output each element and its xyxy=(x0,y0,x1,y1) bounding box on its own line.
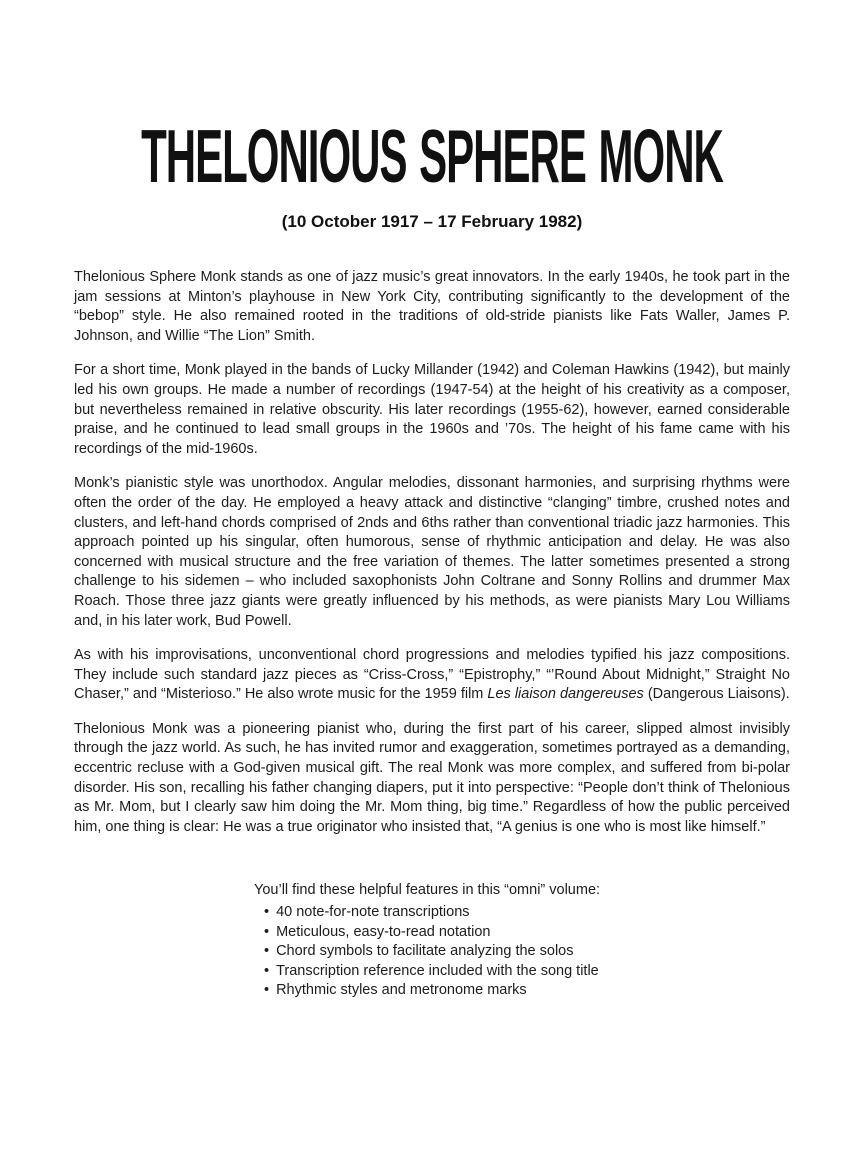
feature-text: Chord symbols to facilitate analyzing the solos xyxy=(276,943,574,960)
features-intro: You’ll find these helpful features in this “omni” volume: xyxy=(254,882,601,899)
paragraph-4-text-end: (Dangerous Liaisons). xyxy=(643,686,790,703)
body-paragraph-4 xyxy=(74,646,790,705)
film-title-italic: Les liaison dangereuses xyxy=(487,686,644,703)
feature-item-1 xyxy=(264,903,790,923)
feature-text: 40 note-for-note transcriptions xyxy=(276,904,470,921)
bullet-icon: • xyxy=(264,962,270,979)
bullet-icon: • xyxy=(264,982,270,999)
feature-text: Rhythmic styles and metronome marks xyxy=(276,982,527,999)
bullet-icon: • xyxy=(264,923,270,940)
biography-text xyxy=(74,268,790,837)
body-paragraph-2: For a short time, Monk played in the bands of Lucky Millander (1942) and Coleman Hawkins (1942), but mainly led his own groups. He made a number of recordings (1947-54) at the height of his creativity as a composer, but nevertheless remained in relative obscurity. His later recordings (1955-62), however, earned considerable praise, and he continued to lead small groups in the 1960s and ’70s. The height of his fame came with his recordings of the mid-1960s. xyxy=(74,362,790,457)
body-paragraph-1: Thelonious Sphere Monk stands as one of jazz music’s great innovators. In the early 1940s, he took part in the jam sessions at Minton’s playhouse in New York City, contributing significantly to the development of the “bebop” style. He also remained rooted in the traditions of old-stride pianists like Fats Waller, James P. Johnson, and Willie “The Lion” Smith. xyxy=(74,269,790,344)
feature-item-5 xyxy=(264,981,790,1001)
feature-item-4 xyxy=(264,962,790,982)
page-header xyxy=(74,116,790,232)
features-section xyxy=(254,881,790,1001)
page-subtitle: (10 October 1917 – 17 February 1982) xyxy=(281,212,583,231)
title-text: THELONIOUS SPHERE MONK xyxy=(141,114,723,198)
feature-text: Transcription reference included with the song title xyxy=(276,962,599,979)
paragraph-4-text: As with his improvisations, unconventional chord progressions and melodies typified his jazz compositions. They include such standard jazz pieces as “Criss-Cross,” “Epistrophy,” “’Round About Midnight,” Straight No Chaser,” and “Misterioso.” He also wrote music for the 1959 film xyxy=(74,647,790,703)
bullet-icon: • xyxy=(264,904,270,921)
feature-text: Meticulous, easy-to-read notation xyxy=(276,923,491,940)
bullet-icon: • xyxy=(264,943,270,960)
feature-item-3 xyxy=(264,942,790,962)
body-paragraph-5: Thelonious Monk was a pioneering pianist who, during the first part of his career, slipped almost invisibly through the jazz world. As such, he has invited rumor and exaggeration, sometimes portrayed as a demanding, eccentric recluse with a God-given musical gift. The real Monk was more complex, and suffered from bi-polar disorder. His son, recalling his father changing diapers, put it into perspective: “People don’t think of Thelonious as Mr. Mom, but I clearly saw him doing the Mr. Mom thing, big time.” Regardless of how the public perceived him, one thing is clear: He was a true originator who insisted that, “A genius is one who is most like himself.” xyxy=(74,720,790,835)
body-paragraph-3: Monk’s pianistic style was unorthodox. Angular melodies, dissonant harmonies, and surprising rhythms were often the order of the day. He employed a heavy attack and distinctive “clanging” timbre, crushed notes and clusters, and left-hand chords comprised of 2nds and 6ths rather than conventional triadic jazz harmonies. This approach pointed up his singular, often humorous, sense of rhythmic anticipation and delay. He was also concerned with musical structure and the free variation of themes. The latter sometimes presented a strong challenge to his sidemen – who included saxophonists John Coltrane and Sonny Rollins and drummer Max Roach. Those three jazz giants were greatly influenced by his methods, as were pianists Mary Lou Williams and, in his later work, Bud Powell. xyxy=(74,475,790,629)
feature-item-2 xyxy=(264,923,790,943)
page-title xyxy=(74,116,790,208)
features-list xyxy=(254,903,790,1001)
